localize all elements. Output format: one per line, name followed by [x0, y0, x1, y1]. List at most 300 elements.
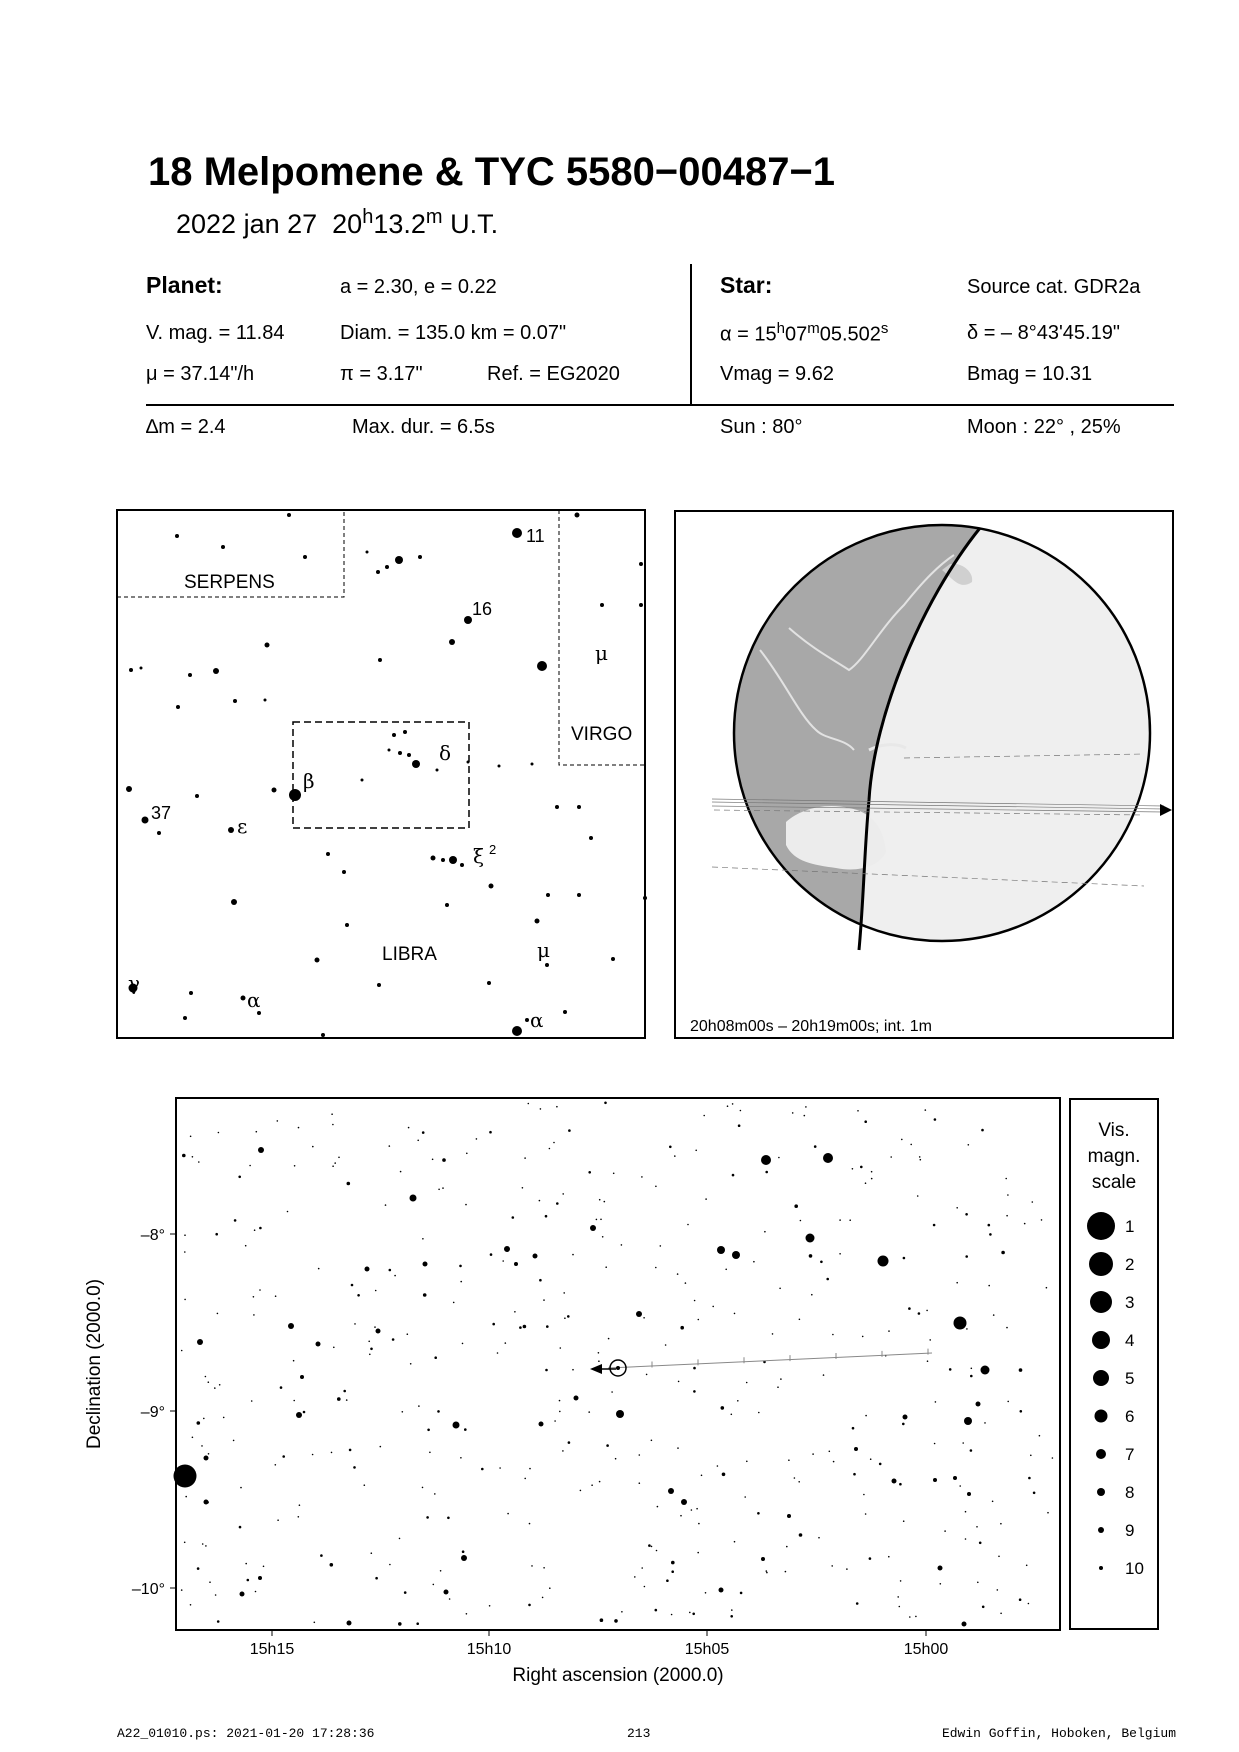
- faint-star: [879, 1463, 882, 1466]
- star-label: 11: [526, 526, 545, 546]
- finder-star: [326, 852, 330, 856]
- planet-diameter: Diam. = 135.0 km = 0.07": [340, 322, 567, 344]
- faint-star: [259, 1227, 262, 1230]
- faint-star: [777, 1386, 779, 1388]
- faint-star: [753, 1261, 755, 1263]
- faint-star: [543, 1299, 545, 1301]
- faint-star: [693, 1390, 696, 1393]
- faint-star: [410, 1363, 412, 1365]
- faint-star: [965, 1213, 968, 1216]
- constellation-label: SERPENS: [184, 572, 275, 593]
- faint-star: [1001, 1251, 1005, 1255]
- finder-star: [231, 899, 237, 905]
- star-bmag: Bmag = 10.31: [967, 363, 1093, 385]
- finder-star: [512, 1026, 522, 1036]
- field-star: [806, 1234, 815, 1243]
- faint-star: [255, 1591, 257, 1593]
- faint-star: [870, 1458, 872, 1460]
- faint-star: [695, 1150, 697, 1152]
- faint-star: [1026, 1565, 1028, 1567]
- field-star: [933, 1478, 937, 1482]
- faint-star: [464, 1428, 467, 1431]
- faint-star: [639, 1482, 641, 1484]
- faint-star: [1041, 1219, 1043, 1221]
- faint-star: [934, 1118, 937, 1121]
- star-label: α: [247, 988, 261, 1012]
- faint-star: [792, 1112, 794, 1114]
- faint-star: [371, 1552, 373, 1554]
- faint-star: [888, 1556, 890, 1558]
- faint-star: [357, 1294, 360, 1297]
- star-declination: δ = – 8°43'45.19": [967, 322, 1120, 344]
- faint-star: [549, 1587, 551, 1589]
- faint-star: [984, 1422, 986, 1424]
- faint-star: [507, 1513, 509, 1515]
- faint-star: [234, 1219, 237, 1222]
- faint-star: [263, 1566, 265, 1568]
- faint-star: [634, 1576, 636, 1578]
- faint-star: [497, 1352, 499, 1354]
- field-star: [347, 1621, 352, 1626]
- faint-star: [330, 1563, 334, 1567]
- x-tick-label: 15h15: [249, 1641, 295, 1658]
- finder-star: [272, 788, 277, 793]
- star-label: γ: [128, 971, 140, 995]
- faint-star: [205, 1376, 207, 1378]
- faint-star: [687, 1224, 689, 1226]
- faint-star: [389, 1564, 391, 1566]
- finder-star: [140, 667, 143, 670]
- faint-star: [831, 1565, 833, 1567]
- faint-star: [215, 1594, 217, 1596]
- faint-star: [908, 1307, 911, 1310]
- finder-star: [467, 761, 470, 764]
- faint-star: [351, 1284, 354, 1287]
- field-star: [288, 1323, 294, 1329]
- faint-star: [185, 1496, 187, 1498]
- faint-star: [766, 1572, 768, 1574]
- finder-star: [531, 763, 534, 766]
- faint-star: [846, 1568, 848, 1570]
- event-datetime: 2022 jan 27 20$^h$13.2$^m$ U.T.: [176, 206, 499, 239]
- faint-star: [865, 1182, 867, 1184]
- faint-star: [646, 1374, 648, 1376]
- legend-magnitude-dot: [1099, 1566, 1103, 1570]
- faint-star: [671, 1614, 673, 1616]
- faint-star: [968, 1144, 970, 1146]
- faint-star: [346, 1399, 348, 1401]
- faint-star: [863, 1494, 865, 1496]
- faint-star: [734, 1313, 736, 1315]
- faint-star: [903, 1257, 906, 1260]
- faint-star: [444, 1590, 448, 1594]
- faint-star: [539, 1200, 541, 1202]
- faint-star: [998, 1556, 1000, 1558]
- faint-star: [869, 1557, 872, 1560]
- faint-star: [794, 1477, 796, 1479]
- finder-star: [449, 639, 455, 645]
- faint-star: [746, 1461, 748, 1463]
- time-range-caption: 20h08m00s – 20h19m00s; int. 1m: [690, 1018, 932, 1035]
- finder-star: [233, 699, 237, 703]
- legend-title-line: Vis.: [1098, 1120, 1130, 1141]
- faint-star: [656, 1550, 658, 1552]
- legend-magnitude-label: 10: [1125, 1559, 1144, 1578]
- finder-star: [639, 562, 643, 566]
- faint-star: [197, 1421, 201, 1425]
- finder-star: [378, 658, 382, 662]
- faint-star: [641, 1176, 643, 1178]
- faint-star: [333, 1347, 335, 1349]
- finder-star: [555, 805, 559, 809]
- faint-star: [833, 1461, 835, 1463]
- faint-star: [971, 1368, 973, 1370]
- faint-star: [198, 1161, 200, 1163]
- earth-globe-panel: [674, 510, 1174, 1039]
- field-star: [174, 1465, 197, 1488]
- faint-star: [1030, 1455, 1032, 1457]
- faint-star: [925, 1109, 927, 1111]
- faint-star: [956, 1282, 958, 1284]
- faint-star: [432, 1159, 434, 1161]
- faint-star: [606, 1444, 609, 1447]
- faint-star: [734, 1541, 736, 1543]
- faint-star: [962, 1442, 964, 1444]
- faint-star: [233, 1440, 235, 1442]
- field-star: [761, 1557, 765, 1561]
- legend-magnitude-label: 3: [1125, 1293, 1135, 1312]
- faint-star: [677, 1273, 679, 1275]
- faint-star: [865, 1415, 867, 1417]
- faint-star: [370, 1348, 373, 1351]
- finder-star: [183, 1016, 187, 1020]
- faint-star: [600, 1618, 604, 1622]
- faint-star: [259, 1289, 261, 1291]
- faint-star: [903, 1520, 905, 1522]
- faint-star: [949, 1368, 952, 1371]
- faint-star: [839, 1219, 841, 1221]
- faint-star: [1000, 1523, 1002, 1525]
- field-star: [732, 1251, 740, 1259]
- faint-star: [182, 1154, 186, 1158]
- constellation-label: VIRGO: [571, 724, 633, 745]
- field-star: [636, 1311, 642, 1317]
- field-star: [376, 1329, 381, 1334]
- star-label: 16: [472, 599, 493, 619]
- faint-star: [245, 1563, 247, 1565]
- event-date: 2022 jan 27: [176, 209, 318, 239]
- faint-star: [780, 1378, 782, 1380]
- faint-star: [447, 1517, 450, 1520]
- faint-star: [785, 1571, 787, 1573]
- finder-star: [403, 730, 407, 734]
- star-heading: Star:: [720, 272, 773, 298]
- faint-star: [811, 1294, 813, 1296]
- faint-star: [839, 1253, 841, 1255]
- finder-star: [376, 570, 380, 574]
- faint-star: [680, 1515, 682, 1517]
- faint-star: [788, 1459, 790, 1461]
- faint-star: [201, 1445, 203, 1447]
- finder-star: [345, 923, 349, 927]
- faint-star: [910, 1144, 912, 1146]
- faint-star: [223, 1417, 225, 1419]
- faint-star: [489, 1131, 492, 1134]
- faint-star: [993, 1314, 995, 1316]
- faint-star: [920, 1159, 922, 1161]
- faint-star: [655, 1186, 657, 1188]
- faint-star: [655, 1267, 657, 1269]
- y-tick-label: –8°: [140, 1227, 165, 1244]
- faint-star: [549, 1148, 551, 1150]
- star-vmag: Vmag = 9.62: [720, 363, 834, 385]
- faint-star: [644, 1586, 646, 1588]
- faint-star: [208, 1381, 210, 1383]
- faint-star: [238, 1176, 241, 1179]
- faint-star: [959, 1485, 961, 1487]
- finder-star: [392, 733, 396, 737]
- faint-star: [1000, 1613, 1002, 1615]
- faint-star: [385, 1204, 387, 1206]
- faint-star: [902, 1423, 905, 1426]
- star-label: 2: [489, 842, 497, 857]
- finder-star: [213, 668, 219, 674]
- finder-star: [126, 786, 132, 792]
- legend-magnitude-dot: [1097, 1488, 1105, 1496]
- faint-star: [800, 1220, 802, 1222]
- faint-star: [505, 1342, 507, 1344]
- finder-star: [265, 643, 270, 648]
- finder-star: [611, 957, 615, 961]
- legend-magnitude-label: 5: [1125, 1369, 1135, 1388]
- legend-magnitude-dot: [1095, 1410, 1108, 1423]
- star-label: 37: [151, 803, 172, 823]
- faint-star: [738, 1124, 741, 1127]
- faint-star: [214, 1387, 216, 1389]
- faint-star: [852, 1427, 855, 1430]
- faint-star: [253, 1314, 255, 1316]
- faint-star: [1028, 1477, 1031, 1480]
- faint-star: [408, 1127, 410, 1129]
- faint-star: [732, 1174, 735, 1177]
- finder-star: [398, 751, 402, 755]
- field-star: [953, 1476, 957, 1480]
- faint-star: [1005, 1178, 1007, 1180]
- faint-star: [862, 1336, 864, 1338]
- faint-star: [799, 1533, 803, 1537]
- faint-star: [277, 1120, 279, 1122]
- y-tick-label: –10°: [131, 1581, 165, 1598]
- faint-star: [280, 1386, 283, 1389]
- faint-star: [727, 1105, 729, 1107]
- faint-star: [926, 1310, 928, 1312]
- x-tick-label: 15h10: [466, 1641, 512, 1658]
- faint-star: [559, 1411, 561, 1413]
- field-star: [892, 1479, 897, 1484]
- finder-star: [377, 983, 381, 987]
- faint-star: [909, 1616, 911, 1618]
- finder-star: [577, 805, 581, 809]
- faint-star: [956, 1207, 958, 1209]
- faint-star: [965, 1255, 968, 1258]
- faint-star: [697, 1552, 699, 1554]
- faint-star: [669, 1146, 672, 1149]
- faint-star: [694, 1300, 696, 1302]
- field-star: [761, 1155, 771, 1165]
- faint-star: [809, 1254, 813, 1258]
- faint-star: [277, 1519, 279, 1521]
- faint-star: [732, 1103, 734, 1105]
- faint-star: [641, 1567, 643, 1569]
- faint-star: [203, 1418, 205, 1420]
- faint-star: [1032, 1201, 1034, 1203]
- faint-star: [369, 1354, 371, 1356]
- faint-star: [556, 1202, 559, 1205]
- faint-star: [572, 1254, 574, 1256]
- faint-star: [615, 1458, 617, 1460]
- faint-star: [757, 1512, 760, 1515]
- faint-star: [651, 1440, 653, 1442]
- faint-star: [418, 1405, 420, 1407]
- faint-star: [490, 1253, 493, 1256]
- field-star: [717, 1246, 725, 1254]
- field-star: [514, 1262, 518, 1266]
- field-star: [616, 1410, 624, 1418]
- time-system: U.T.: [450, 209, 499, 239]
- faint-star: [678, 1381, 680, 1383]
- faint-star: [545, 1215, 548, 1218]
- faint-star: [605, 1266, 607, 1268]
- faint-star: [899, 1483, 902, 1486]
- faint-star: [466, 1153, 468, 1155]
- finder-star: [431, 856, 436, 861]
- field-star: [574, 1396, 579, 1401]
- finder-star: [366, 551, 369, 554]
- faint-star: [731, 1609, 733, 1611]
- legend-magnitude-dot: [1087, 1212, 1115, 1240]
- faint-star: [852, 1168, 854, 1170]
- faint-star: [184, 1251, 186, 1253]
- faint-star: [794, 1204, 798, 1208]
- faint-star: [572, 1369, 574, 1371]
- faint-star: [685, 1282, 687, 1284]
- faint-star: [438, 1189, 440, 1191]
- legend-magnitude-dot: [1090, 1291, 1112, 1313]
- field-star: [461, 1555, 467, 1561]
- faint-star: [287, 1211, 289, 1213]
- finder-star: [289, 789, 301, 801]
- finder-star: [129, 668, 133, 672]
- faint-star: [407, 1333, 409, 1335]
- legend-magnitude-dot: [1092, 1331, 1110, 1349]
- faint-star: [934, 1443, 936, 1445]
- field-star: [258, 1576, 262, 1580]
- finder-star: [385, 565, 389, 569]
- faint-star: [460, 1281, 462, 1283]
- faint-star: [1047, 1512, 1049, 1514]
- faint-star: [812, 1453, 814, 1455]
- faint-star: [897, 1596, 899, 1598]
- faint-star: [970, 1449, 973, 1452]
- planet-motion: μ = 37.14"/h: [146, 363, 255, 385]
- faint-star: [542, 1597, 544, 1599]
- faint-star: [915, 1616, 917, 1618]
- field-star: [823, 1153, 833, 1163]
- faint-star: [832, 1334, 834, 1336]
- faint-star: [823, 1374, 825, 1376]
- page-title: 18 Melpomene & TYC 5580−00487−1: [148, 150, 836, 194]
- faint-star: [599, 1199, 601, 1201]
- star-label: δ: [439, 741, 452, 765]
- faint-star: [331, 1452, 333, 1454]
- faint-star: [219, 1384, 221, 1386]
- faint-star: [712, 1306, 714, 1308]
- faint-star: [184, 1542, 186, 1544]
- faint-star: [703, 1115, 705, 1117]
- field-star: [962, 1622, 967, 1627]
- finder-star: [577, 893, 581, 897]
- finder-star: [546, 893, 550, 897]
- field-star: [590, 1225, 596, 1231]
- faint-star: [331, 1113, 333, 1115]
- chart-frame: [176, 1098, 1060, 1630]
- faint-star: [899, 1606, 901, 1608]
- faint-star: [639, 1454, 641, 1456]
- finder-star: [487, 981, 491, 985]
- finder-star: [176, 705, 180, 709]
- field-star: [204, 1456, 209, 1461]
- faint-star: [466, 1613, 468, 1615]
- faint-star: [814, 1145, 817, 1148]
- faint-star: [918, 1312, 921, 1315]
- faint-star: [440, 1570, 442, 1572]
- finder-star: [407, 753, 411, 757]
- faint-star: [621, 1611, 623, 1613]
- faint-star: [528, 1604, 531, 1607]
- faint-star: [394, 1275, 396, 1277]
- faint-star: [648, 1544, 651, 1547]
- faint-star: [251, 1400, 253, 1402]
- faint-star: [529, 1523, 531, 1525]
- faint-star: [465, 1204, 467, 1206]
- faint-star: [453, 1302, 455, 1304]
- faint-star: [364, 1484, 366, 1486]
- faint-star: [442, 1187, 444, 1189]
- finder-star: [157, 831, 161, 835]
- field-star: [938, 1566, 943, 1571]
- faint-star: [786, 1546, 788, 1548]
- faint-star: [779, 1288, 781, 1290]
- faint-star: [651, 1546, 653, 1548]
- legend-magnitude-dot: [1096, 1449, 1106, 1459]
- field-star: [681, 1499, 687, 1505]
- faint-star: [580, 1490, 582, 1492]
- faint-star: [392, 1338, 395, 1341]
- faint-star: [744, 1496, 746, 1498]
- finder-star: [464, 616, 472, 624]
- faint-star: [717, 1465, 719, 1467]
- finder-star: [228, 827, 234, 833]
- finder-star: [449, 856, 457, 864]
- star-label: ξ: [473, 844, 485, 868]
- faint-star: [256, 1131, 258, 1133]
- faint-star: [730, 1615, 733, 1618]
- faint-star: [829, 1451, 831, 1453]
- star-right-ascension: $\alpha = 15^h07^m05.502^s$: [720, 320, 889, 346]
- legend-magnitude-label: 9: [1125, 1521, 1135, 1540]
- y-axis-label: Declination (2000.0): [84, 1278, 105, 1450]
- legend-magnitude-label: 8: [1125, 1483, 1135, 1502]
